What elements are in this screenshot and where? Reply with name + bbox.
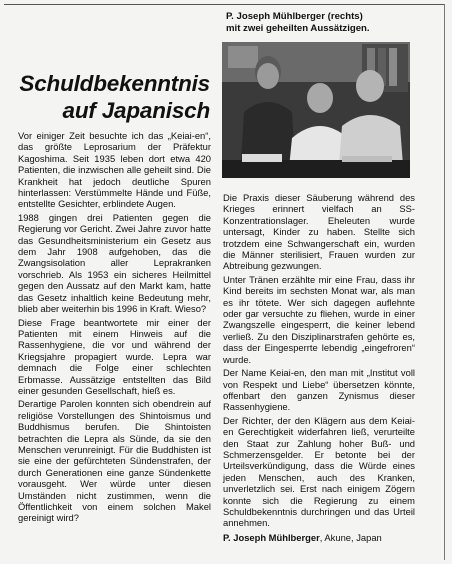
headline-line-1: Schuldbekenntnis — [19, 71, 210, 96]
left-paragraph-4: Derartige Parolen konnten sich obendrein auf religiöse Vorstellungen des Shintoismus und Buddhismus berufen. Die Shintoisten betrachten die Lepra als Sünde, da sie den Menschen verunreinigt. Für die Buddhisten ist sie eine der gefürchteten Sündenstrafen, der durch Generationen eine ganze Sündenkette vorausgeht. Wer würde unter diesen Umständen nicht zustimmen, wenn die Öffentlichkeit von einem solchen Makel gereinigt wird? — [18, 398, 211, 524]
left-paragraph-2: 1988 gingen drei Patienten gegen die Regierung vor Gericht. Zwei Jahre zuvor hatte das Gesundheitsministerium ein Gesetz aus dem Jahr 1908 aufgehoben, das die Zwangsisolation aller Leprakranken vorschrieb. Als 1953 ein sicheres Heilmittel gegen den Aussatz auf den Markt kam, hatte das Gesetz inhaltlich keine Bedeutung mehr, blieb aber weiterhin bis 1996 in Kraft. Wieso? — [18, 211, 211, 315]
left-column — [18, 130, 211, 526]
photo-caption — [226, 11, 441, 35]
headline-line-2: auf Japanisch — [62, 98, 210, 123]
photo-illustration — [222, 42, 410, 178]
frame-top-line — [4, 4, 444, 5]
author-location: , Akune, Japan — [319, 531, 382, 543]
frame-right-line — [444, 4, 445, 560]
left-paragraph-3: Diese Frage beantwortete mir einer der Patienten mit einem Hinweis auf die Rassenhygiene, die vor und während der Kriegsjahre propagiert wurde. Lepra war demnach die Folge einer schlechten Erbmasse. Aussätzige entstellten das Bild einer gesunden Gesellschaft, hieß es. — [18, 316, 211, 396]
photo-caption-line-1: P. Joseph Mühlberger (rechts) — [226, 11, 363, 22]
author-name: P. Joseph Mühlberger — [223, 531, 320, 543]
photo-caption-line-2: mit zwei geheilten Aussätzigen. — [226, 23, 370, 34]
left-paragraph-1: Vor einiger Zeit besuchte ich das „Keiai-en“, das größte Leprosarium der Präfektur Kagoshima. Seit 1935 leben dort etwa 420 Patienten, die inzwischen alle geheilt sind. Die Krankheit hat jedoch deutliche Spuren hinterlassen: Verstümmelte Hände und Füße, entstellte Gesichter, erblindete Augen. — [18, 130, 211, 210]
photo-three-men — [222, 42, 410, 178]
right-paragraph-1: Die Praxis dieser Säuberung während des Krieges erinnert vielfach an SS-Konzentrationslager. Eheleuten wurde untersagt, Kinder zu haben. Stellte sich trotzdem eine Schwangerschaft ein, wurden die Männer sterilisiert, Frauen wurden zur Abtreibung gezwungen. — [223, 192, 415, 272]
right-paragraph-3: Der Name Keiai-en, den man mit „Institut voll von Respekt und Liebe“ übersetzen könnte, offenbart den ganzen Zynismus dieser Rassenhygiene. — [223, 367, 415, 413]
author-signature — [223, 532, 415, 543]
right-paragraph-4: Der Richter, der den Klägern aus dem Keiai-en Gerechtigkeit widerfahren ließ, verurteilte den Staat zur Zahlung hoher Buß- und Schmerzensgelder. Er betonte bei der Urteilsverkündigung, dass die Würde eines jeden Menschen, auch des Kranken, unverletzlich sei. Erst nach einigem Zögern konnte sich die Regierung zu einem Schuldbekenntnis durchringen und das Urteil annehmen. — [223, 414, 415, 529]
right-column — [223, 192, 415, 545]
headline — [18, 70, 210, 124]
right-paragraph-2: Unter Tränen erzählte mir eine Frau, dass ihr Kind bereits im sechsten Monat war, als man es ihr tötete. Wer sich dagegen auflehnte oder gar versuchte zu fliehen, wurde in einer Zwangszelle eingesperrt, die keiner lebend verließ. Zu den Disziplinarstrafen gehörte es, dass der Eingesperrte lebendig „eingefroren“ wurde. — [223, 273, 415, 365]
